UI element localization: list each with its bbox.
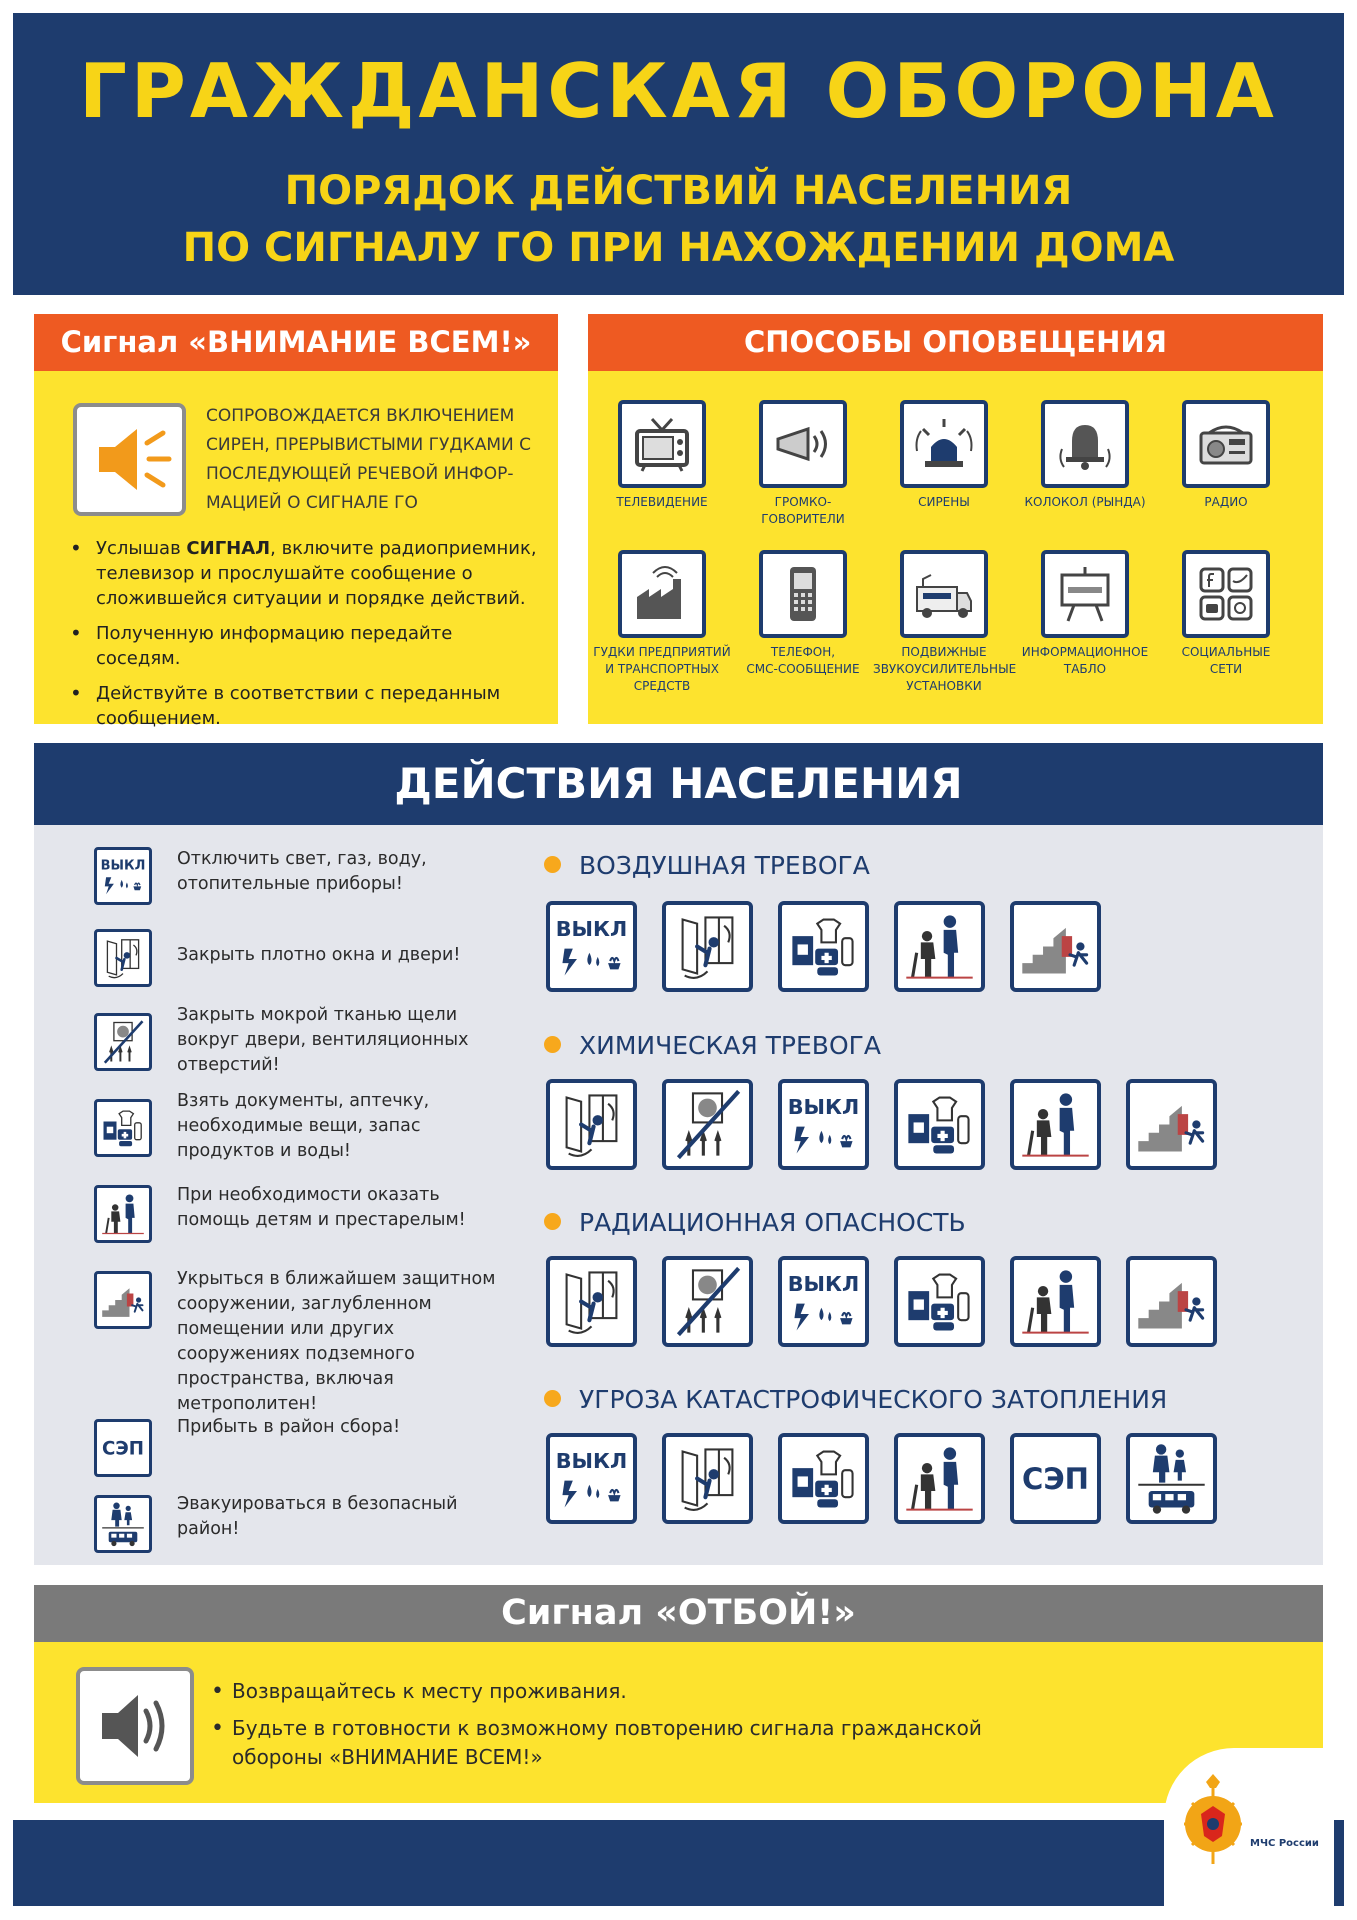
alert-title: УГРОЗА КАТАСТРОФИЧЕСКОГО ЗАТОПЛЕНИЯ xyxy=(544,1385,1167,1414)
bullet-dot xyxy=(544,856,561,873)
assembly-point-icon xyxy=(1010,1433,1101,1524)
method-social xyxy=(1155,550,1297,678)
bullet-dot xyxy=(544,1390,561,1407)
close-windows-icon xyxy=(662,901,753,992)
utilities-off-icon xyxy=(546,901,637,992)
assembly-point-icon xyxy=(94,1419,152,1477)
social-icon xyxy=(1182,550,1270,638)
bell-icon xyxy=(1041,400,1129,488)
method-label: СИРЕНЫ xyxy=(918,495,970,509)
van-icon xyxy=(900,550,988,638)
loudspeaker-icon xyxy=(759,400,847,488)
take-supplies-icon xyxy=(94,1099,152,1157)
methods-heading: СПОСОБЫ ОПОВЕЩЕНИЯ xyxy=(588,314,1323,371)
method-tv xyxy=(591,400,733,511)
help-people-icon xyxy=(894,901,985,992)
help-people-icon xyxy=(894,1433,985,1524)
method-van xyxy=(873,550,1015,695)
utilities-off-icon xyxy=(778,1256,869,1347)
legend-text: Эвакуироваться в безопасный район! xyxy=(177,1494,458,1539)
otboy-heading: Сигнал «ОТБОЙ!» xyxy=(34,1585,1323,1642)
take-supplies-icon xyxy=(778,1433,869,1524)
notification-methods-panel xyxy=(588,314,1323,724)
legend-text: При необходимости оказать помощь детям и престарелым! xyxy=(177,1185,466,1230)
speaker-icon xyxy=(76,1667,194,1785)
mchs-logo xyxy=(1164,1748,1334,1908)
mchs-logo-text: МЧС России xyxy=(1250,1838,1319,1849)
actions-heading: ДЕЙСТВИЯ НАСЕЛЕНИЯ xyxy=(34,743,1323,825)
method-label: ИНФОРМАЦИОННОЕ ТАБЛО xyxy=(1021,645,1149,676)
method-label: ТЕЛЕВИДЕНИЕ xyxy=(616,495,708,509)
method-label: РАДИО xyxy=(1204,495,1248,509)
method-loudspeaker xyxy=(732,400,874,528)
header-banner xyxy=(13,13,1344,295)
close-windows-icon xyxy=(94,929,152,987)
signal-all-clear-panel xyxy=(34,1585,1323,1803)
otboy-body xyxy=(34,1642,1323,1803)
legend-text: Прибыть в район сбора! xyxy=(177,1417,401,1437)
close-windows-icon xyxy=(546,1079,637,1170)
help-people-icon xyxy=(1010,1079,1101,1170)
bullet-dot xyxy=(544,1036,561,1053)
page-subtitle xyxy=(13,163,1344,277)
legend-text: Укрыться в ближайшем защитном сооружении, заглубленном помещении или других сооружениях подземного пространства, включая метрополитен! xyxy=(177,1269,496,1414)
list-item: • Услышав СИГНАЛ, включите радиоприемник, телевизор и прослушайте сообщение о сложившейся ситуации и порядке действий. xyxy=(62,536,542,611)
method-label: СОЦИАЛЬНЫЕ СЕТИ xyxy=(1181,645,1271,676)
method-label: ГРОМКО- ГОВОРИТЕЛИ xyxy=(761,495,845,526)
population-actions-panel xyxy=(34,743,1323,1565)
shelter-icon xyxy=(1126,1079,1217,1170)
evacuate-icon xyxy=(94,1495,152,1553)
list-item: • Полученную информацию передайте соседям. xyxy=(62,621,542,671)
close-windows-icon xyxy=(662,1433,753,1524)
factory-icon xyxy=(618,550,706,638)
method-label: ГУДКИ ПРЕДПРИЯТИЙ И ТРАНСПОРТНЫХ СРЕДСТВ xyxy=(593,645,731,693)
page-title: ГРАЖДАНСКАЯ ОБОРОНА xyxy=(79,47,1278,135)
shelter-icon xyxy=(94,1271,152,1329)
alert-title: ХИМИЧЕСКАЯ ТРЕВОГА xyxy=(544,1031,881,1060)
method-siren xyxy=(873,400,1015,511)
signal-heading: Сигнал «ВНИМАНИЕ ВСЕМ!» xyxy=(34,314,558,371)
mchs-emblem-icon xyxy=(1178,1770,1248,1870)
utilities-off-icon xyxy=(546,1433,637,1524)
utilities-off-icon xyxy=(778,1079,869,1170)
shelter-icon xyxy=(1010,901,1101,992)
seal-gaps-icon xyxy=(94,1013,152,1071)
seal-gaps-icon xyxy=(662,1079,753,1170)
subtitle-line-1: ПОРЯДОК ДЕЙСТВИЙ НАСЕЛЕНИЯ xyxy=(284,168,1073,214)
alert-title: РАДИАЦИОННАЯ ОПАСНОСТЬ xyxy=(544,1208,966,1237)
take-supplies-icon xyxy=(894,1256,985,1347)
subtitle-line-2: ПО СИГНАЛУ ГО ПРИ НАХОЖДЕНИИ ДОМА xyxy=(182,225,1175,271)
phone-icon xyxy=(759,550,847,638)
signal-instructions xyxy=(62,536,542,741)
tv-icon xyxy=(618,400,706,488)
evacuate-icon xyxy=(1126,1433,1217,1524)
list-item: • Действуйте в соответствии с переданным сообщением. xyxy=(62,681,542,731)
take-supplies-icon xyxy=(894,1079,985,1170)
list-item: • Будьте в готовности к возможному повторению сигнала гражданской обороны «ВНИМАНИЕ ВСЕМ!» xyxy=(209,1714,1009,1772)
signal-attention-panel xyxy=(34,314,558,729)
otboy-instructions xyxy=(209,1677,1009,1780)
signal-description: СОПРОВОЖДАЕТСЯ ВКЛЮЧЕНИЕМ СИРЕН, ПРЕРЫВИСТЫМИ ГУДКАМИ С ПОСЛЕДУЮЩЕЙ РЕЧЕВОЙ ИНФОР-МАЦИЕЙ О СИГНАЛЕ ГО xyxy=(206,406,531,513)
help-people-icon xyxy=(94,1185,152,1243)
legend-text: Отключить свет, газ, воду, отопительные приборы! xyxy=(177,849,427,894)
take-supplies-icon xyxy=(778,901,869,992)
legend-text: Взять документы, аптечку, необходимые вещи, запас продуктов и воды! xyxy=(177,1091,430,1161)
siren-icon xyxy=(900,400,988,488)
method-radio xyxy=(1155,400,1297,511)
alert-title: ВОЗДУШНАЯ ТРЕВОГА xyxy=(544,851,870,880)
board-icon xyxy=(1041,550,1129,638)
list-item: • Возвращайтесь к месту проживания. xyxy=(209,1677,1009,1706)
method-phone xyxy=(732,550,874,678)
method-factory xyxy=(591,550,733,695)
method-board xyxy=(1014,550,1156,678)
help-people-icon xyxy=(1010,1256,1101,1347)
utilities-off-icon xyxy=(94,847,152,905)
seal-gaps-icon xyxy=(662,1256,753,1347)
legend-text: Закрыть мокрой тканью щели вокруг двери, вентиляционных отверстий! xyxy=(177,1005,469,1075)
method-bell xyxy=(1014,400,1156,511)
radio-icon xyxy=(1182,400,1270,488)
footer-bar xyxy=(13,1820,1344,1906)
close-windows-icon xyxy=(546,1256,637,1347)
speaker-loud-icon xyxy=(73,403,186,516)
legend-text: Закрыть плотно окна и двери! xyxy=(177,945,461,965)
shelter-icon xyxy=(1126,1256,1217,1347)
method-label: ТЕЛЕФОН, СМС-СООБЩЕНИЕ xyxy=(746,645,860,676)
bullet-dot xyxy=(544,1213,561,1230)
method-label: КОЛОКОЛ (РЫНДА) xyxy=(1024,495,1146,509)
method-label: ПОДВИЖНЫЕ ЗВУКОУСИЛИТЕЛЬНЫЕ УСТАНОВКИ xyxy=(873,645,1017,693)
